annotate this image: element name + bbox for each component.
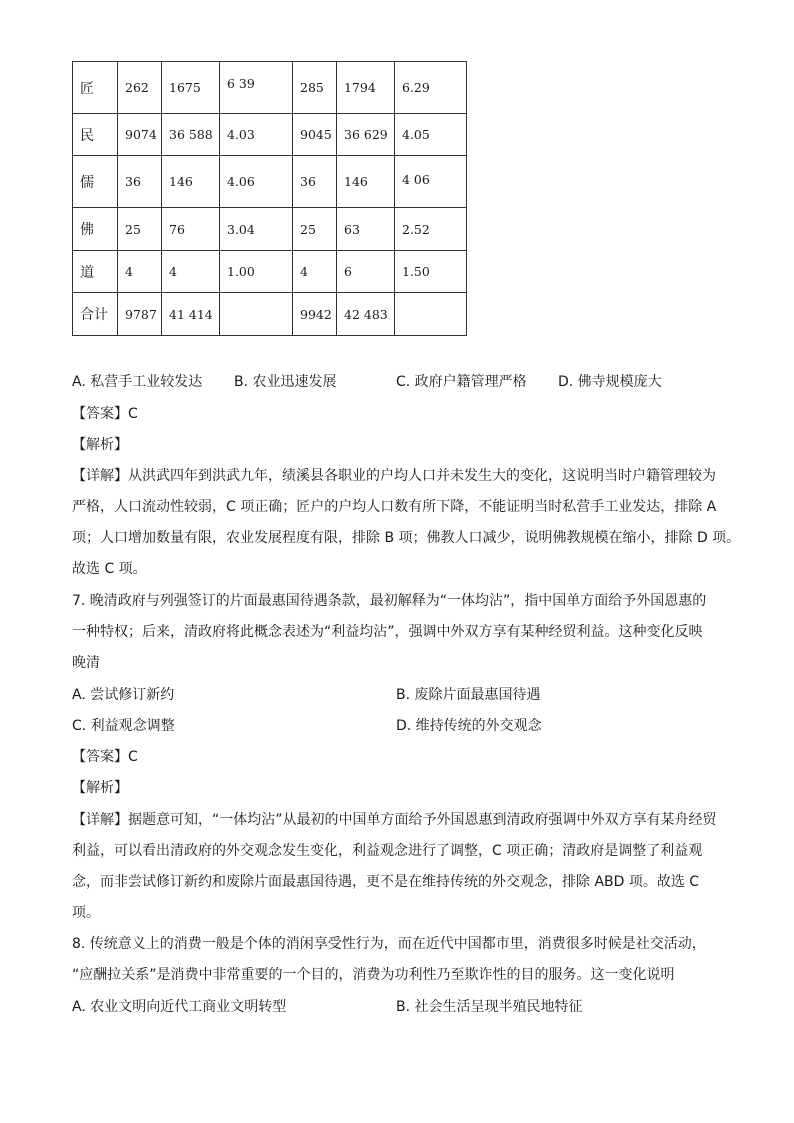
table-cell: 63 <box>337 208 395 251</box>
q7-detail-line: 【详解】据题意可知，“一体均沾”从最初的中国单方面给予外国恩惠到清政府强调中外双方享有某舟经贸 <box>72 812 717 828</box>
table-cell: 9942 <box>293 293 337 336</box>
table-cell-label: 道 <box>73 251 118 293</box>
q6-detail-line: 项；人口增加数量有限，农业发展程度有限，排除 B 项；佛教人口减少，说明佛教规模在缩小，排除 D 项。 <box>72 530 741 546</box>
q7-stem-line: 一种特权；后来，清政府将此概念表述为“利益均沾”，强调中外双方享有某种经贸利益。这种变化反映 <box>72 624 703 640</box>
table-cell: 6.29 <box>395 62 467 114</box>
table-cell-label: 佛 <box>73 208 118 251</box>
table-cell-label: 匠 <box>73 62 118 114</box>
table-cell: 262 <box>118 62 162 114</box>
q7-option-b: B. 废除片面最惠国待遇 <box>396 687 541 703</box>
table-cell: 3.04 <box>220 208 293 251</box>
q8-option-b: B. 社会生活呈现半殖民地特征 <box>396 999 583 1015</box>
table-row <box>73 251 467 293</box>
table-cell: 146 <box>337 156 395 208</box>
q7-answer: 【答案】C <box>72 749 138 765</box>
q6-answer: 【答案】C <box>72 406 138 422</box>
table-cell: 6 39 <box>220 62 293 114</box>
table-cell: 9045 <box>293 114 337 156</box>
table-cell: 6 <box>337 251 395 293</box>
household-population-table <box>72 61 467 336</box>
table-cell: 25 <box>118 208 162 251</box>
q7-analysis-label: 【解析】 <box>72 780 128 796</box>
q6-analysis-label: 【解析】 <box>72 437 128 453</box>
q7-option-a: A. 尝试修订新约 <box>72 687 175 703</box>
q6-detail-line: 严格，人口流动性较弱，C 项正确；匠户的户均人口数有所下降，不能证明当时私营手工业发达，排除 A <box>72 499 717 515</box>
table-cell: 41 414 <box>162 293 220 336</box>
q7-option-d: D. 维持传统的外交观念 <box>396 718 542 734</box>
q7-stem-line: 晚清 <box>72 655 100 671</box>
table-cell: 2.52 <box>395 208 467 251</box>
table-cell: 25 <box>293 208 337 251</box>
table-cell-label: 民 <box>73 114 118 156</box>
table-cell-label: 合计 <box>73 293 118 336</box>
q6-detail-line: 【详解】从洪武四年到洪武九年，绩溪县各职业的户均人口并未发生大的变化，这说明当时户籍管理较为 <box>72 468 716 484</box>
table-cell: 4.05 <box>395 114 467 156</box>
table-cell-label: 儒 <box>73 156 118 208</box>
table-cell: 76 <box>162 208 220 251</box>
table-cell: 36 <box>118 156 162 208</box>
table-cell: 1675 <box>162 62 220 114</box>
table-cell: 4.03 <box>220 114 293 156</box>
table-row <box>73 62 467 114</box>
table-cell <box>395 293 467 336</box>
q8-stem-line: 8. 传统意义上的消费一般是个体的消闲享受性行为，而在近代中国都市里，消费很多时候是社交活动， <box>72 936 706 952</box>
table-row <box>73 156 467 208</box>
table-row <box>73 208 467 251</box>
table-cell: 285 <box>293 62 337 114</box>
table-cell: 4.06 <box>220 156 293 208</box>
q7-detail-line: 念，而非尝试修订新约和废除片面最惠国待遇，更不是在维持传统的外交观念，排除 ABD 项。故选 C <box>72 874 700 890</box>
table-cell: 9074 <box>118 114 162 156</box>
q8-stem-line: “应酬拉关系”是消费中非常重要的一个目的，消费为功利性乃至欺诈性的目的服务。这一变化说明 <box>72 967 675 983</box>
q6-option-d: D. 佛寺规模庞大 <box>558 374 662 390</box>
table-cell: 4 06 <box>395 156 467 208</box>
q7-detail-line: 项。 <box>72 905 100 921</box>
q6-detail-line: 故选 C 项。 <box>72 561 147 577</box>
table-cell: 36 588 <box>162 114 220 156</box>
q8-option-a: A. 农业文明向近代工商业文明转型 <box>72 999 287 1015</box>
q7-stem-line: 7. 晚清政府与列强签订的片面最惠国待遇条款，最初解释为“一体均沾”，指中国单方面给予外国恩惠的 <box>72 593 707 609</box>
table-cell: 1.00 <box>220 251 293 293</box>
table-cell: 4 <box>162 251 220 293</box>
table-cell: 146 <box>162 156 220 208</box>
table-row <box>73 114 467 156</box>
q7-detail-line: 利益，可以看出清政府的外交观念发生变化，利益观念进行了调整，C 项正确；清政府是调整了利益观 <box>72 843 703 859</box>
table-cell: 4 <box>293 251 337 293</box>
table-cell: 1.50 <box>395 251 467 293</box>
table-row <box>73 293 467 336</box>
q7-option-c: C. 利益观念调整 <box>72 718 175 734</box>
table-cell: 36 <box>293 156 337 208</box>
table-cell <box>220 293 293 336</box>
q6-option-a: A. 私营手工业较发达 <box>72 374 203 390</box>
table-cell: 36 629 <box>337 114 395 156</box>
table-cell: 42 483 <box>337 293 395 336</box>
table-cell: 4 <box>118 251 162 293</box>
table-cell: 1794 <box>337 62 395 114</box>
q6-option-c: C. 政府户籍管理严格 <box>396 374 527 390</box>
table-cell: 9787 <box>118 293 162 336</box>
q6-option-b: B. 农业迅速发展 <box>234 374 337 390</box>
